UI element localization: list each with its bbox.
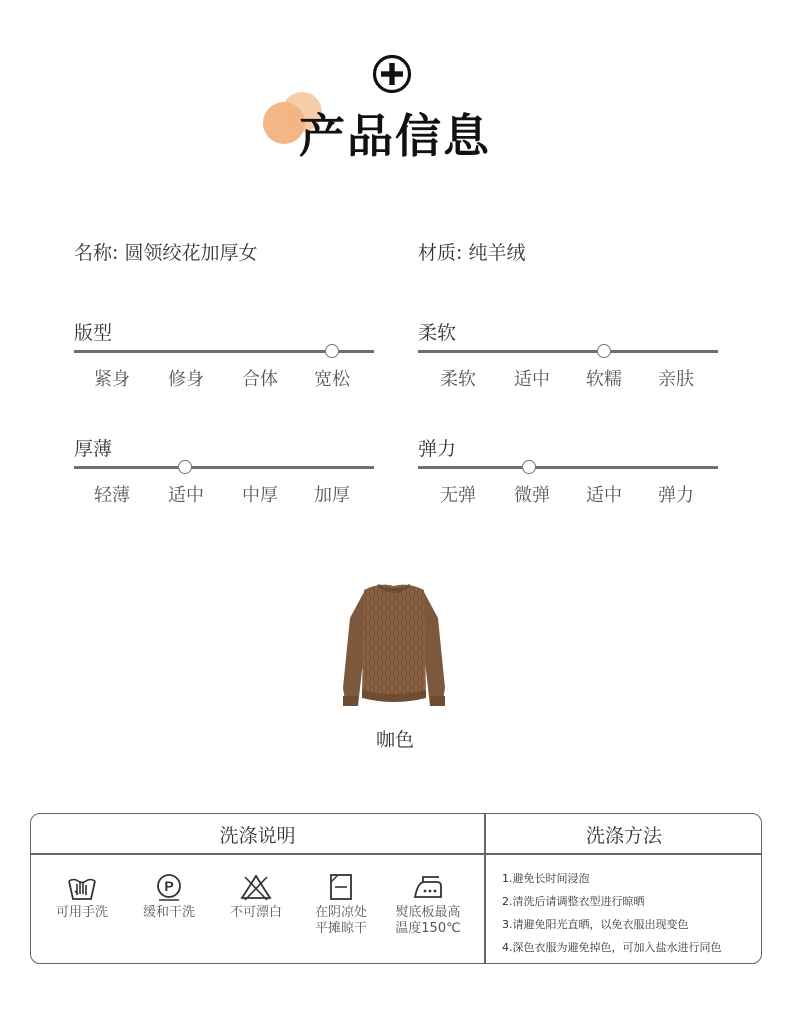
- slider-option: 合体: [242, 369, 278, 390]
- care-instruction-text: 平摊晾干: [314, 921, 367, 936]
- slider-thumb-fit[interactable]: [325, 344, 339, 358]
- dry-clean-p-icon: [155, 873, 183, 901]
- care-method: 3.请避免阳光直晒，以免衣服出现变色: [502, 918, 689, 931]
- care-instruction-text: 在阴凉处: [314, 905, 367, 920]
- slider-track-thickness: [74, 466, 374, 469]
- slider-track-softness: [418, 350, 718, 353]
- dry-flat-shade-icon: [327, 873, 355, 901]
- slider-option: 柔软: [440, 369, 476, 390]
- product-material: 材质: 纯羊绒: [418, 242, 526, 264]
- care-method: 1.避免长时间浸泡: [502, 872, 590, 885]
- slider-option: 亲肤: [658, 369, 694, 390]
- slider-option: 轻薄: [94, 485, 130, 506]
- slider-label-elasticity: 弹力: [418, 438, 457, 460]
- care-header-instructions: 洗涤说明: [219, 825, 296, 847]
- slider-option: 加厚: [314, 485, 350, 506]
- slider-option: 修身: [168, 369, 204, 390]
- iron-icon: [412, 873, 444, 901]
- care-table-divider: [31, 853, 761, 855]
- slider-label-softness: 柔软: [418, 322, 457, 344]
- slider-option: 软糯: [586, 369, 622, 390]
- slider-label-thickness: 厚薄: [74, 438, 113, 460]
- care-instruction-text: 可用手洗: [55, 905, 108, 920]
- care-instruction-text: 缓和干洗: [142, 905, 195, 920]
- product-name: 名称: 圆领绞花加厚女: [74, 242, 258, 264]
- care-instruction-dry-clean: [128, 873, 210, 921]
- care-instruction-text: 熨底板最高: [395, 905, 461, 920]
- plus-circle-icon: [372, 54, 412, 94]
- page-title: 产品信息: [299, 109, 491, 163]
- slider-option: 紧身: [94, 369, 130, 390]
- slider-thumb-thickness[interactable]: [178, 460, 192, 474]
- care-instruction-no-bleach: [215, 873, 297, 921]
- care-instruction-text: 不可漂白: [229, 905, 282, 920]
- sweater-image: [340, 578, 448, 710]
- slider-label-fit: 版型: [74, 322, 113, 344]
- care-header-methods: 洗涤方法: [585, 825, 662, 847]
- slider-option: 弹力: [658, 485, 694, 506]
- care-instruction-dry-flat: [300, 873, 382, 937]
- care-method: 2.清洗后请调整衣型进行晾晒: [502, 895, 645, 908]
- slider-option: 适中: [514, 369, 550, 390]
- slider-option: 中厚: [242, 485, 278, 506]
- care-instruction-text: 温度150℃: [395, 921, 461, 936]
- slider-thumb-softness[interactable]: [597, 344, 611, 358]
- slider-track-elasticity: [418, 466, 718, 469]
- care-method: 4.深色衣服为避免掉色，可加入盐水进行同色: [502, 941, 722, 954]
- slider-thumb-elasticity[interactable]: [522, 460, 536, 474]
- no-bleach-icon: [240, 873, 272, 901]
- care-instruction-iron: [387, 873, 469, 937]
- slider-option: 宽松: [314, 369, 350, 390]
- care-instruction-hand-wash: [41, 873, 123, 921]
- slider-option: 微弹: [514, 485, 550, 506]
- slider-option: 无弹: [440, 485, 476, 506]
- hand-wash-icon: [66, 873, 98, 901]
- slider-option: 适中: [168, 485, 204, 506]
- color-name: 咖色: [375, 729, 414, 751]
- slider-option: 适中: [586, 485, 622, 506]
- svg-text:P: P: [164, 878, 174, 894]
